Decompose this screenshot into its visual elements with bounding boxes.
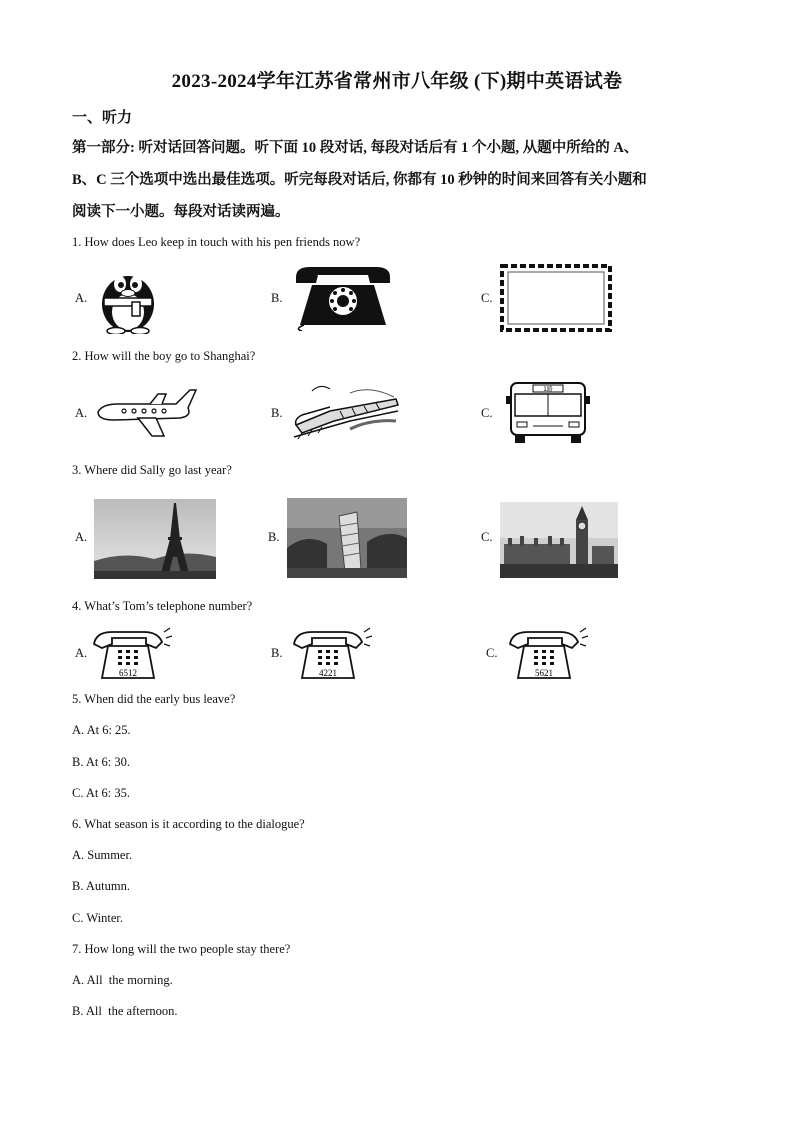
question-3: 3. Where did Sally go last year?	[72, 463, 232, 477]
instruction-line-1: 第一部分: 听对话回答问题。听下面 10 段对话, 每段对话后有 1 个小题, 从题中所给的 A、	[72, 140, 639, 156]
option-a-label: A.	[75, 530, 88, 544]
option-b-label: B.	[271, 406, 283, 420]
option-c-label: C.	[486, 646, 498, 660]
q6-option-c: C. Winter.	[72, 911, 124, 925]
bus-sign-text: 1路	[543, 386, 553, 393]
q5-option-a: A. At 6: 25.	[72, 723, 131, 737]
option-c-label: C.	[481, 291, 493, 305]
bus-icon	[505, 380, 591, 444]
q5-option-c: C. At 6: 35.	[72, 786, 130, 800]
phone-number-a: 6512	[119, 668, 137, 678]
penguin-icon	[92, 262, 164, 334]
question-4: 4. What’s Tom’s telephone number?	[72, 599, 253, 613]
instruction-line-2: B、C 三个选项中选出最佳选项。听完每段对话后, 你都有 10 秒钟的时间来回答有关小题和	[72, 172, 647, 188]
train-icon	[290, 381, 400, 441]
airplane-icon	[94, 386, 200, 440]
question-2: 2. How will the boy go to Shanghai?	[72, 349, 256, 363]
option-c-label: C.	[481, 406, 493, 420]
question-6: 6. What season is it according to the dialogue?	[72, 817, 305, 831]
leaning-tower-pisa-photo	[287, 498, 407, 578]
question-7: 7. How long will the two people stay there?	[72, 942, 291, 956]
q5-option-b: B. At 6: 30.	[72, 755, 130, 769]
telephone-icon	[90, 626, 172, 680]
phone-number-b: 4221	[319, 668, 337, 678]
telephone-icon	[290, 626, 372, 680]
eiffel-tower-photo	[94, 499, 216, 579]
envelope-letter-icon	[500, 264, 612, 332]
page-title: 2023-2024学年江苏省常州市八年级 (下)期中英语试卷	[171, 71, 623, 92]
rotary-telephone-icon	[290, 265, 396, 331]
instruction-line-3: 阅读下一小题。每段对话读两遍。	[72, 204, 290, 220]
section-heading: 一、听力	[72, 110, 133, 126]
option-a-label: A.	[75, 291, 88, 305]
option-b-label: B.	[268, 530, 280, 544]
q6-option-a: A. Summer.	[72, 848, 133, 862]
big-ben-photo	[500, 502, 618, 578]
q6-option-b: B. Autumn.	[72, 879, 130, 893]
phone-number-c: 5621	[535, 668, 553, 678]
option-a-label: A.	[75, 646, 88, 660]
q7-option-b: B. All the afternoon.	[72, 1004, 178, 1018]
telephone-icon	[506, 626, 588, 680]
q7-option-a: A. All the morning.	[72, 973, 173, 987]
question-5: 5. When did the early bus leave?	[72, 692, 236, 706]
question-1: 1. How does Leo keep in touch with his pen friends now?	[72, 235, 361, 249]
option-b-label: B.	[271, 646, 283, 660]
option-c-label: C.	[481, 530, 493, 544]
option-b-label: B.	[271, 291, 283, 305]
option-a-label: A.	[75, 406, 88, 420]
